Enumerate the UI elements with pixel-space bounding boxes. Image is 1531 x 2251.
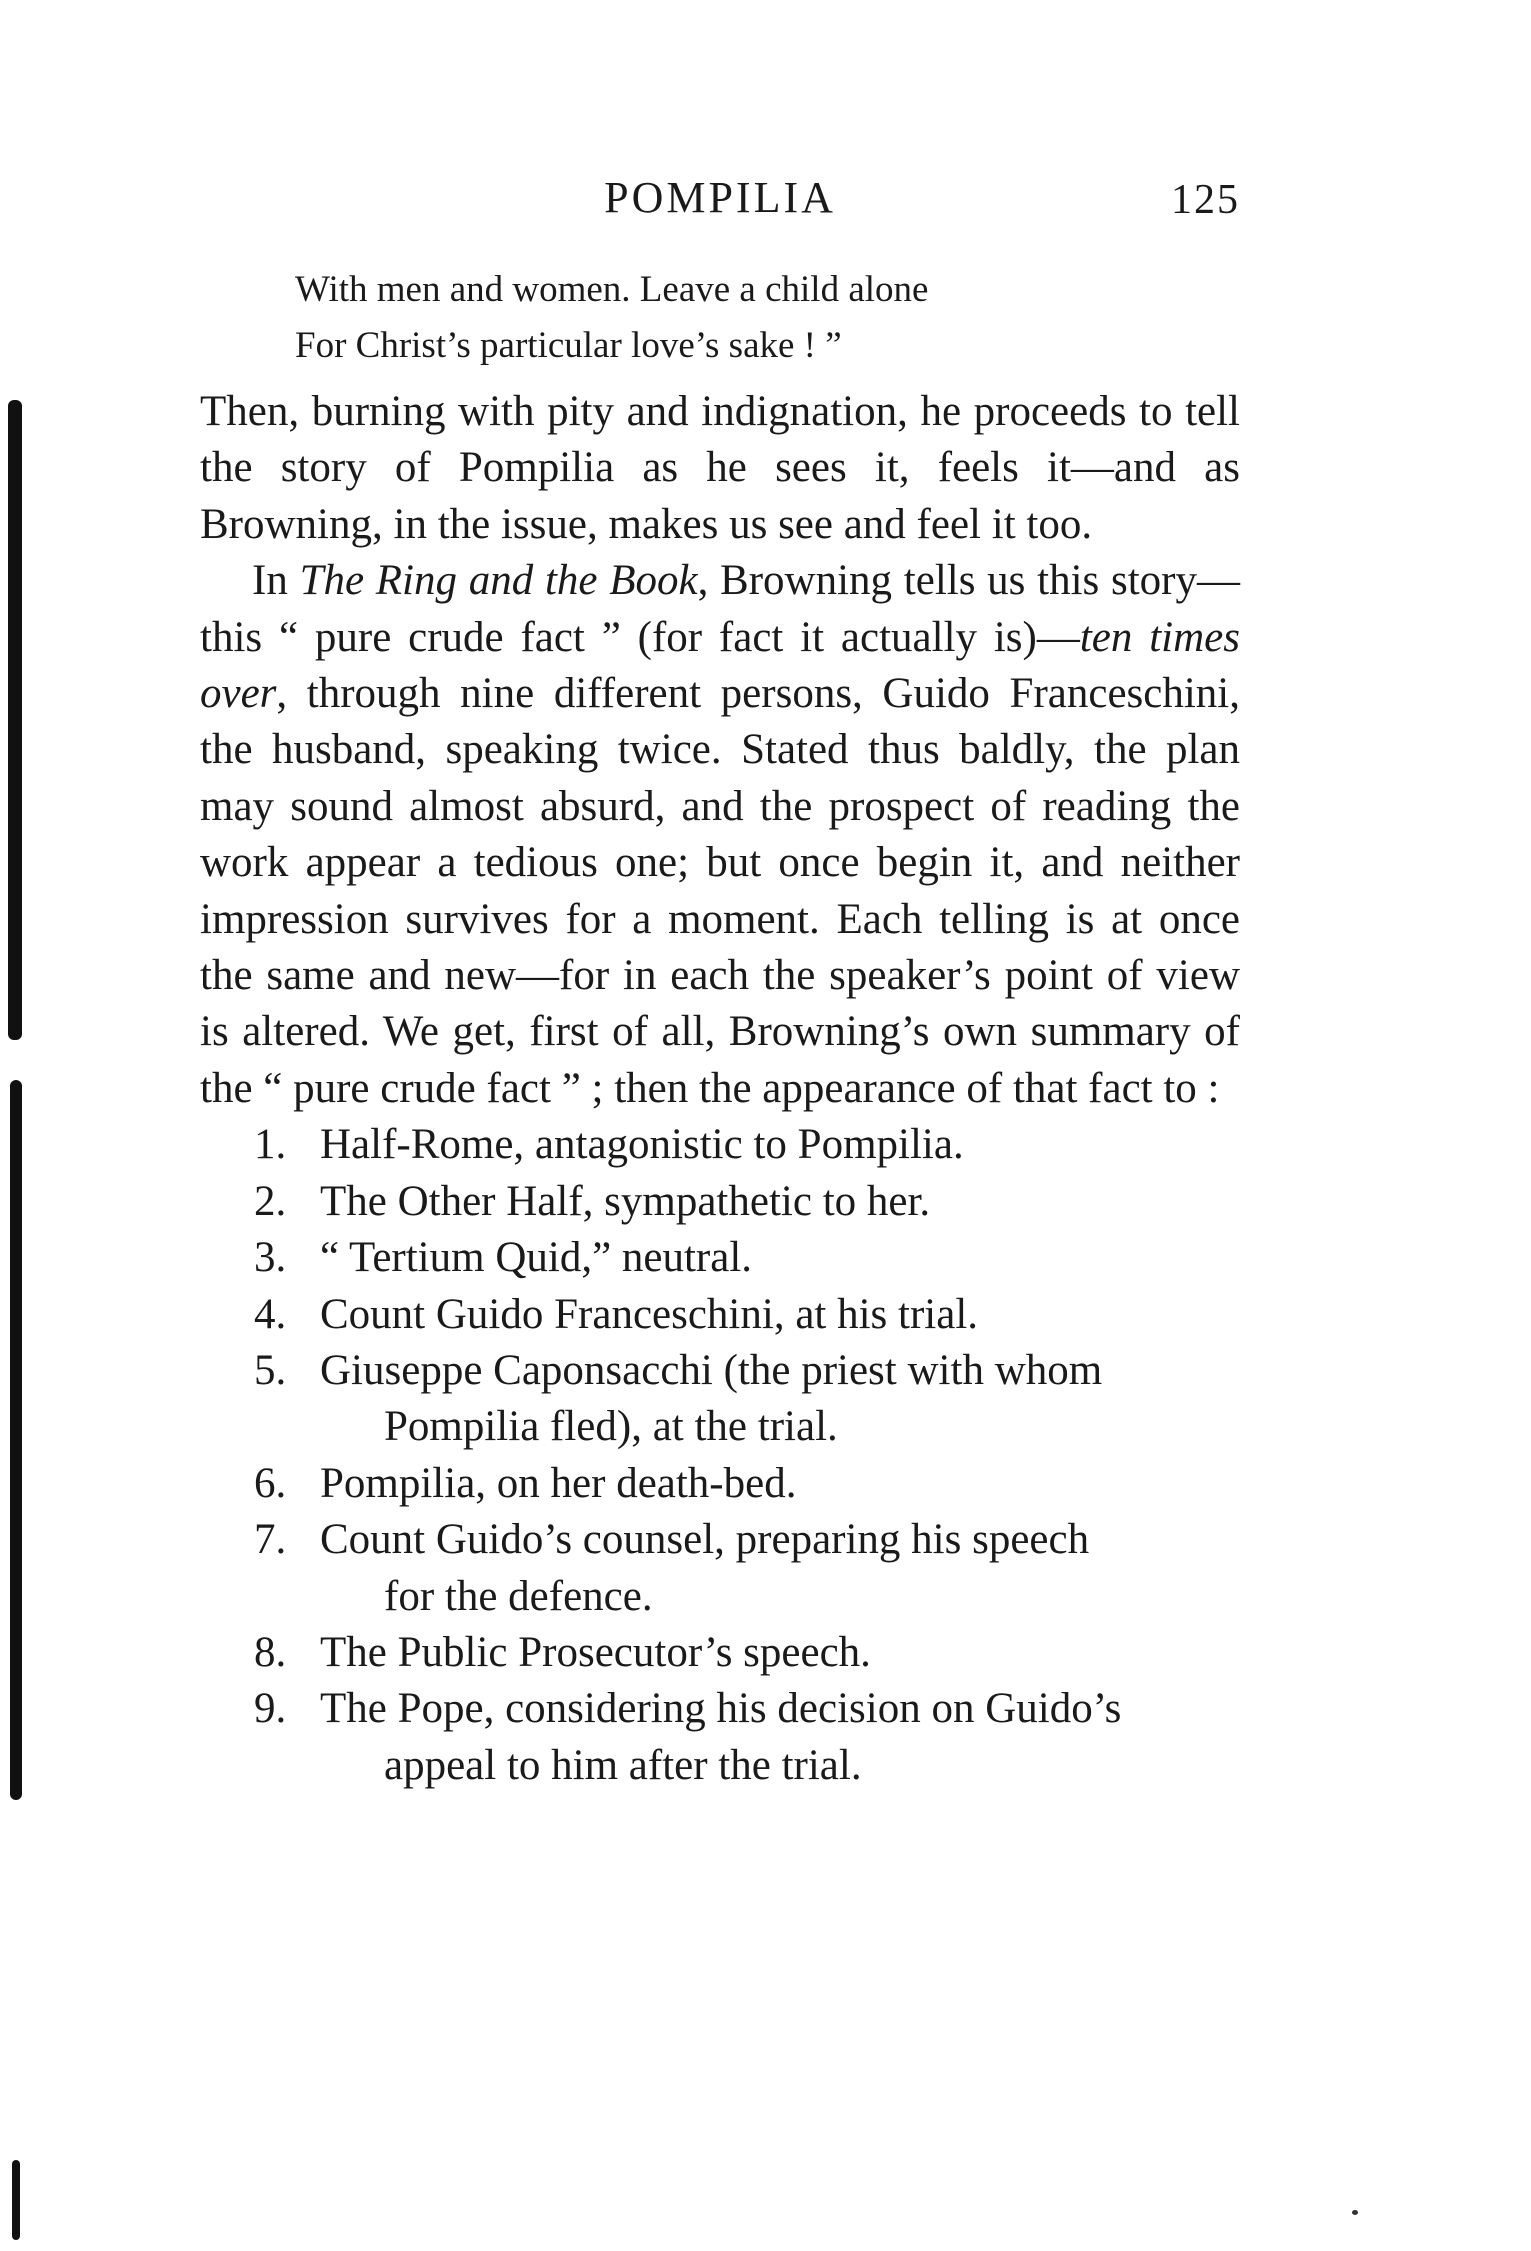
- list-number: 8.: [254, 1628, 287, 1676]
- list-number: 9.: [254, 1685, 287, 1733]
- list-text: The Other Half, sympathetic to her.: [320, 1177, 931, 1225]
- list-number: 2.: [254, 1177, 287, 1225]
- list-text: Count Guido Franceschini, at his trial.: [320, 1290, 979, 1338]
- verse-line: For Christ’s particular love’s sake ! ”: [295, 325, 842, 366]
- list-number: 5.: [254, 1346, 287, 1394]
- text-run: , through nine different persons, Guido Franceschini, the husband, speaking twice. Stated thus baldly, the plan may sound almost absurd, and the prospect of reading the work appear a tedious one; but once begin it, and neither impression survives for a moment. Each telling is at once the same and new—for in each the speaker’s point of view is altered. We get, first of all, Browning’s own summary of the “ pure crude fact ” ; then the appearance of that fact to :: [200, 670, 1240, 1112]
- list-item: [200, 1681, 1240, 1794]
- list-number: 7.: [254, 1516, 287, 1564]
- list-text: Count Guido’s counsel, preparing his speech: [320, 1516, 1090, 1564]
- paragraph: Then, burning with pity and indignation, he proceeds to tell the story of Pompilia as he sees it, feels it—and as Browning, in the issue, makes us see and feel it too.: [200, 388, 1240, 548]
- list-item: [200, 1512, 1240, 1625]
- list-continuation: for the defence.: [384, 1572, 653, 1620]
- scan-edge-mark: [8, 400, 22, 1040]
- list-item: [200, 1174, 1240, 1230]
- running-title: POMPILIA: [604, 173, 836, 222]
- paragraph: [200, 553, 1240, 1117]
- list-text: Giuseppe Caponsacchi (the priest with whom: [320, 1346, 1103, 1394]
- speck: [1352, 2210, 1358, 2215]
- list-number: 1.: [254, 1121, 287, 1169]
- emphasis: ten times over: [200, 613, 1240, 718]
- text-run: In: [252, 557, 300, 605]
- speakers-list: [200, 1117, 1240, 1794]
- list-text: Pompilia, on her death-bed.: [320, 1459, 797, 1507]
- book-title: The Ring and the Book: [299, 557, 698, 605]
- running-head: [200, 172, 1240, 232]
- list-text: “ Tertium Quid,” neutral.: [320, 1234, 753, 1282]
- list-number: 6.: [254, 1459, 287, 1507]
- page-number: 125: [1171, 177, 1240, 223]
- list-item: [200, 1287, 1240, 1343]
- list-item: [200, 1625, 1240, 1681]
- list-number: 3.: [254, 1234, 287, 1282]
- list-text: The Public Prosecutor’s speech.: [320, 1628, 871, 1676]
- verse-line: With men and women. Leave a child alone: [295, 269, 929, 310]
- scan-edge-mark: [12, 2160, 20, 2240]
- list-continuation: appeal to him after the trial.: [384, 1741, 862, 1789]
- scan-edge-mark: [10, 1080, 22, 1800]
- list-item: [200, 1117, 1240, 1173]
- list-item: [200, 1343, 1240, 1456]
- list-number: 4.: [254, 1290, 287, 1338]
- list-text: Half-Rome, antagonistic to Pompilia.: [320, 1121, 964, 1169]
- list-item: [200, 1456, 1240, 1512]
- text-run: , Browning tells us this story—this “ pure crude fact ” (for fact it actually is)—: [200, 557, 1240, 661]
- list-continuation: Pompilia fled), at the trial.: [384, 1403, 838, 1451]
- list-text: The Pope, considering his decision on Guido’s: [320, 1685, 1122, 1733]
- verse-quote: [295, 262, 928, 374]
- list-item: [200, 1230, 1240, 1286]
- body-text: [200, 384, 1240, 1794]
